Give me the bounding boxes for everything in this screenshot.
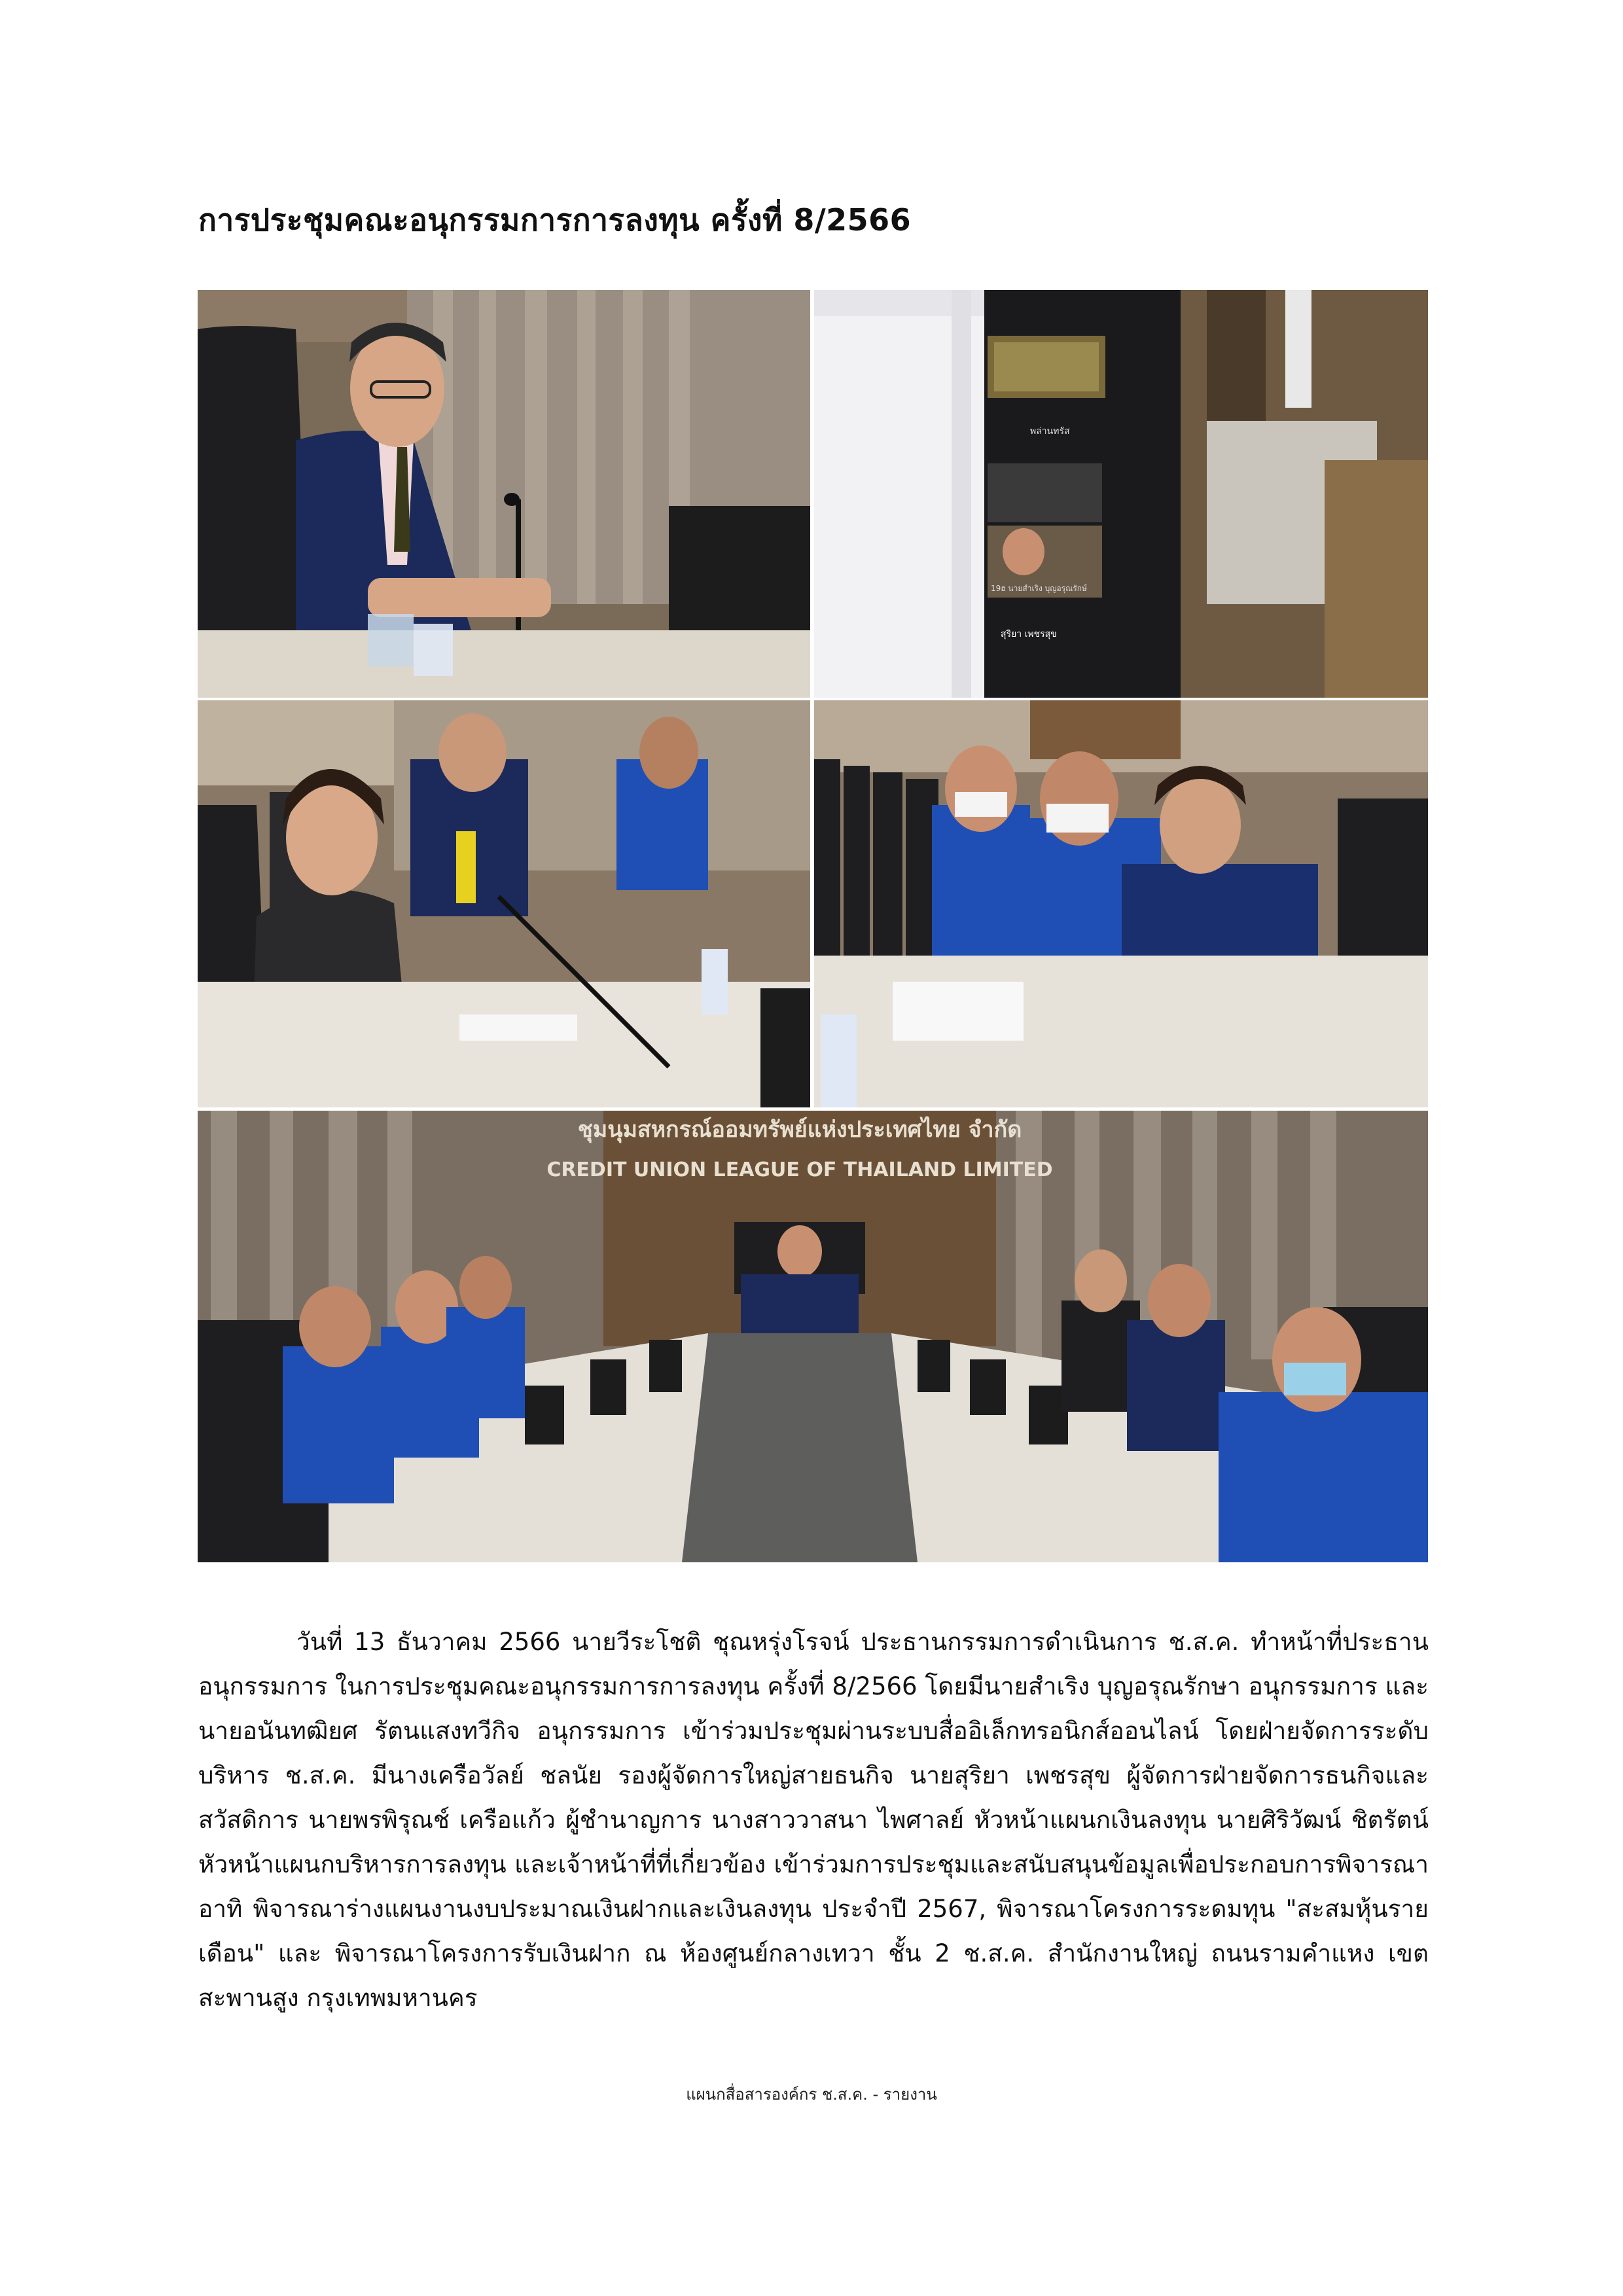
article-paragraph: วันที่ 13 ธันวาคม 2566 นายวีระโชติ ชุณหรุ่งโรจน์ ประธานกรรมการดำเนินการ ช.ส.ค. ทำหน้าที่ประธานอนุกรรมการ ในการประชุมคณะอนุกรรมการการลงทุน ครั้งที่ 8/2566 โดยมีนายสำเริง บุญอรุณรักษา อนุกรรมการ และนายอนันทฒิยศ รัตนแสงทวีกิจ อนุกรรมการ เข้าร่วมประชุมผ่านระบบสื่ออิเล็กทรอนิกส์ออนไลน์ โดยฝ่ายจัดการระดับบริหาร ช.ส.ค. มีนางเครือวัลย์ ชลนัย รองผู้จัดการใหญ่สายธนกิจ นายสุริยา เพชรสุข ผู้จัดการฝ่ายจัดการธนกิจและสวัสดิการ นายพรพิรุณช์ เครือแก้ว ผู้ชำนาญการ นางสาววาสนา ไพศาลย์ หัวหน้าแผนกเงินลงทุน นายศิริวัฒน์ ชิตรัตน์ หัวหน้าแผนกบริหารการลงทุน และเจ้าหน้าที่ที่เกี่ยวข้อง เข้าร่วมการประชุมและสนับสนุนข้อมูลเพื่อประกอบการพิจารณา อาทิ พิจารณาร่างแผนงานงบประมาณเงินฝากและเงินลงทุน ประจำปี 2567, พิจารณาโครงการระดมทุน "สะสมหุ้นรายเดือน" และ พิจารณาโครงการรับเงินฝาก ณ ห้องศูนย์กลางเทวา ชั้น 2 ช.ส.ค. สำนักงานใหญ่ ถนนรามคำแหง เขตสะพานสูง กรุงเทพมหานคร: [198, 1628, 1429, 2012]
photo-chairman-speaking: [198, 290, 810, 698]
article-body: [198, 1620, 1429, 2020]
video-call-label-3: สุริยา เพชรสุข: [1001, 629, 1057, 639]
video-call-label-1: พล่านทรัส: [1030, 426, 1070, 437]
photo-online-meeting-screen: [814, 290, 1428, 698]
photo-staff-listening: [814, 700, 1428, 1107]
photo-collage: [198, 290, 1428, 1562]
wall-sign-english: CREDIT UNION LEAGUE OF THAILAND LIMITED: [546, 1158, 1053, 1181]
report-footer: แผนกสื่อสารองค์กร ช.ส.ค. - รายงาน: [686, 2085, 937, 2104]
wall-sign-thai: ชุมนุมสหกรณ์ออมทรัพย์แห่งประเทศไทย จำกัด: [577, 1117, 1022, 1143]
video-call-label-2: 19ฮ นายสำเริง บุญอรุณรักษ์: [991, 584, 1087, 593]
page-title: การประชุมคณะอนุกรรมการการลงทุน ครั้งที่ 8/2566: [198, 202, 912, 238]
photo-executive-speaking: [198, 700, 810, 1107]
photo-meeting-room-wide: [198, 1111, 1428, 1562]
